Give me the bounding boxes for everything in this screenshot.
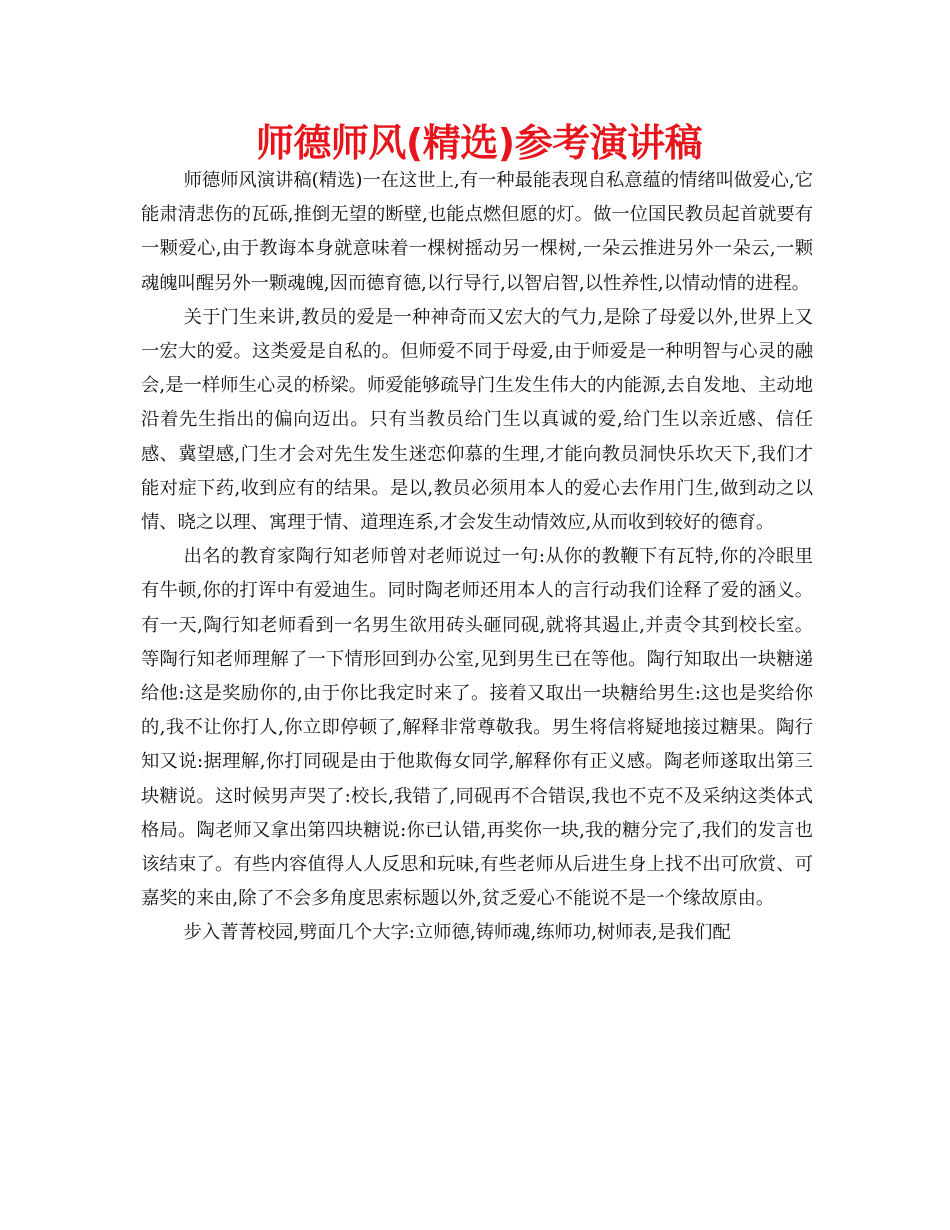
paragraph: 出名的教育家陶行知老师曾对老师说过一句:从你的教鞭下有瓦特,你的冷眼里有牛顿,你的打诨中有爱迪生。同时陶老师还用本人的言行动我们诠释了爱的涵义。有一天,陶行知老师看到一名男生欲用砖头砸同砚,就将其遏止,并责令其到校长室。等陶行知老师理解了一下情形回到办公室,见到男生已在等他。陶行知取出一块糖递给他:这是奖励你的,由于你比我定时来了。接着又取出一块糖给男生:这也是奖给你的,我不让你打人,你立即停顿了,解释非常尊敬我。男生将信将疑地接过糖果。陶行知又说:据理解,你打同砚是由于他欺侮女同学,解释你有正义感。陶老师遂取出第三块糖说。这时候男声哭了:校长,我错了,同砚再不合错误,我也不克不及采纳这类体式格局。陶老师又拿出第四块糖说:你已认错,再奖你一块,我的糖分完了,我们的发言也该结束了。有些内容值得人人反思和玩味,有些老师从后进生身上找不出可欣赏、可嘉奖的来由,除了不会多角度思索标题以外,贫乏爱心不能说不是一个缘故原由。: [141, 546, 813, 910]
document-title: 师德师风(精选)参考演讲稿: [255, 121, 703, 165]
paragraph: 步入菁菁校园,劈面几个大字:立师德,铸师魂,练师功,树师表,是我们配: [183, 922, 731, 944]
paragraph: 师德师风演讲稿(精选)一在这世上,有一种最能表现自私意蕴的情绪叫做爱心,它能肃清悲伤的瓦砾,推倒无望的断壁,也能点燃但愿的灯。做一位国民教员起首就要有一颗爱心,由于教诲本身就意味着一棵树摇动另一棵树,一朵云推进另外一朵云,一颗魂魄叫醒另外一颗魂魄,因而德育德,以行导行,以智启智,以性养性,以情动情的进程。: [141, 170, 813, 294]
paragraph: 关于门生来讲,教员的爱是一种神奇而又宏大的气力,是除了母爱以外,世界上又一宏大的爱。这类爱是自私的。但师爱不同于母爱,由于师爱是一种明智与心灵的融会,是一样师生心灵的桥梁。师爱能够疏导门生发生伟大的内能源,去自发地、主动地沿着先生指出的偏向迈出。只有当教员给门生以真诚的爱,给门生以亲近感、信任感、冀望感,门生才会对先生发生迷恋仰慕的生理,才能向教员洞快乐坎天下,我们才能对症下药,收到应有的结果。是以,教员必须用本人的爱心去作用门生,做到动之以情、晓之以理、寓理于情、道理连系,才会发生动情效应,从而收到较好的德育。: [141, 306, 813, 534]
document-page: [141, 118, 813, 951]
document-body: [141, 164, 813, 951]
